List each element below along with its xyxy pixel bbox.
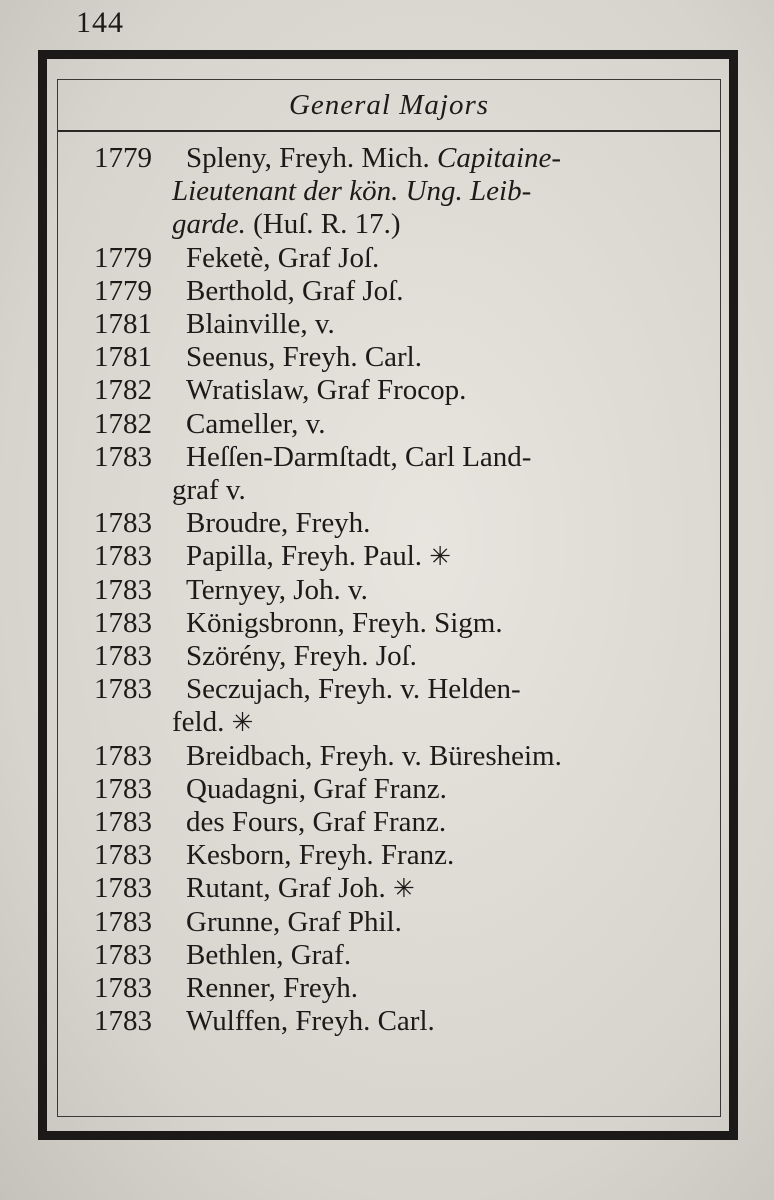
- entry-year: 1783: [94, 905, 152, 938]
- entry-name: Bethlen, Graf.: [186, 938, 352, 971]
- entry-year: 1783: [94, 507, 152, 540]
- list-item: [58, 441, 720, 507]
- entry-year: 1783: [94, 972, 152, 1005]
- entry-name: Berthold, Graf Joſ.: [186, 274, 404, 307]
- entry-name-cont: feld.: [172, 706, 225, 739]
- list-item: [58, 242, 720, 275]
- asterisk-icon: ✳: [429, 542, 452, 572]
- list-item: [58, 574, 720, 607]
- asterisk-icon: ✳: [231, 708, 254, 738]
- entry-name: Spleny, Freyh. Mich.: [186, 142, 430, 174]
- entry-continuation: [172, 175, 716, 208]
- entry-name: Breidbach, Freyh. v. Büresheim.: [186, 739, 562, 772]
- entry-name: Renner, Freyh.: [186, 972, 358, 1005]
- entry-continuation: [172, 208, 716, 241]
- list-item: [58, 408, 720, 441]
- entry-name: Seczujach, Freyh. v. Helden-: [186, 673, 521, 706]
- page-frame: [38, 50, 738, 1140]
- entry-name: Papilla, Freyh. Paul.: [186, 540, 423, 573]
- entry-name: Wulffen, Freyh. Carl.: [186, 1005, 435, 1038]
- asterisk-icon: ✳: [393, 874, 415, 904]
- list-item: [58, 308, 720, 341]
- entry-year: 1779: [94, 241, 152, 274]
- entry-title-cont: Lieutenant der kön. Ung. Leib-: [172, 175, 532, 208]
- entry-name: Rutant, Graf Joh.: [186, 872, 386, 905]
- entry-continuation: [172, 706, 716, 739]
- entry-year: 1783: [94, 540, 152, 573]
- entry-title-end: garde.: [172, 208, 246, 241]
- entry-year: 1781: [94, 308, 152, 341]
- entry-year: 1783: [94, 806, 152, 839]
- entry-year: 1783: [94, 440, 152, 473]
- list-item: [58, 507, 720, 540]
- entry-regiment: (Huſ. R. 17.): [253, 208, 401, 241]
- list-item: [58, 275, 720, 308]
- entry-name: Königsbronn, Freyh. Sigm.: [186, 606, 503, 639]
- entry-name: Wratislaw, Graf Frocop.: [186, 374, 467, 407]
- entry-name: Seenus, Freyh. Carl.: [186, 341, 422, 374]
- entry-year: 1783: [94, 1005, 152, 1038]
- list-item: [58, 872, 720, 905]
- entry-name: Heſſen-Darmſtadt, Carl Land-: [186, 440, 532, 473]
- entry-year: 1782: [94, 374, 152, 407]
- officer-list: [58, 142, 720, 1038]
- entry-year: 1783: [94, 938, 152, 971]
- entry-name: Blainville, v.: [186, 308, 335, 341]
- entry-year: 1781: [94, 341, 152, 374]
- list-item: [58, 906, 720, 939]
- entry-title: Capitaine-: [437, 142, 562, 174]
- entry-year: 1782: [94, 407, 152, 440]
- entry-name: Cameller, v.: [186, 407, 326, 440]
- entry-year: 1783: [94, 872, 152, 905]
- list-item: [58, 740, 720, 773]
- entry-year: 1783: [94, 673, 152, 706]
- entry-name: Quadagni, Graf Franz.: [186, 772, 447, 805]
- entry-year: 1783: [94, 573, 152, 606]
- entry-year: 1783: [94, 839, 152, 872]
- entry-year: 1779: [94, 142, 152, 174]
- entry-name: Ternyey, Joh. v.: [186, 573, 368, 606]
- entry-year: 1783: [94, 739, 152, 772]
- entry-name: Grunne, Graf Phil.: [186, 905, 402, 938]
- entry-name: Feketè, Graf Joſ.: [186, 241, 380, 274]
- list-item: [58, 972, 720, 1005]
- entry-year: 1779: [94, 274, 152, 307]
- list-item: [58, 1005, 720, 1038]
- list-item: [58, 374, 720, 407]
- list-item: [58, 806, 720, 839]
- list-item: [58, 939, 720, 972]
- list-item: [58, 607, 720, 640]
- section-header: [58, 80, 720, 132]
- list-item: [58, 341, 720, 374]
- list-item: [58, 673, 720, 739]
- entry-continuation: graf v.: [172, 474, 246, 507]
- entry-name: Broudre, Freyh.: [186, 507, 371, 540]
- section-title: General Majors: [288, 89, 490, 121]
- list-item: [58, 773, 720, 806]
- entry-year: 1783: [94, 640, 152, 673]
- entry-year: 1783: [94, 772, 152, 805]
- entry-name: Kesborn, Freyh. Franz.: [186, 839, 455, 872]
- entry-year: 1783: [94, 606, 152, 639]
- list-item: [58, 540, 720, 573]
- list-item: [58, 142, 720, 242]
- list-item: [58, 839, 720, 872]
- list-item: [58, 640, 720, 673]
- entry-name: des Fours, Graf Franz.: [186, 806, 447, 839]
- frame-inner-rule: [57, 79, 721, 1117]
- entry-name: Szörény, Freyh. Joſ.: [186, 640, 417, 673]
- page-number: 144: [76, 6, 124, 39]
